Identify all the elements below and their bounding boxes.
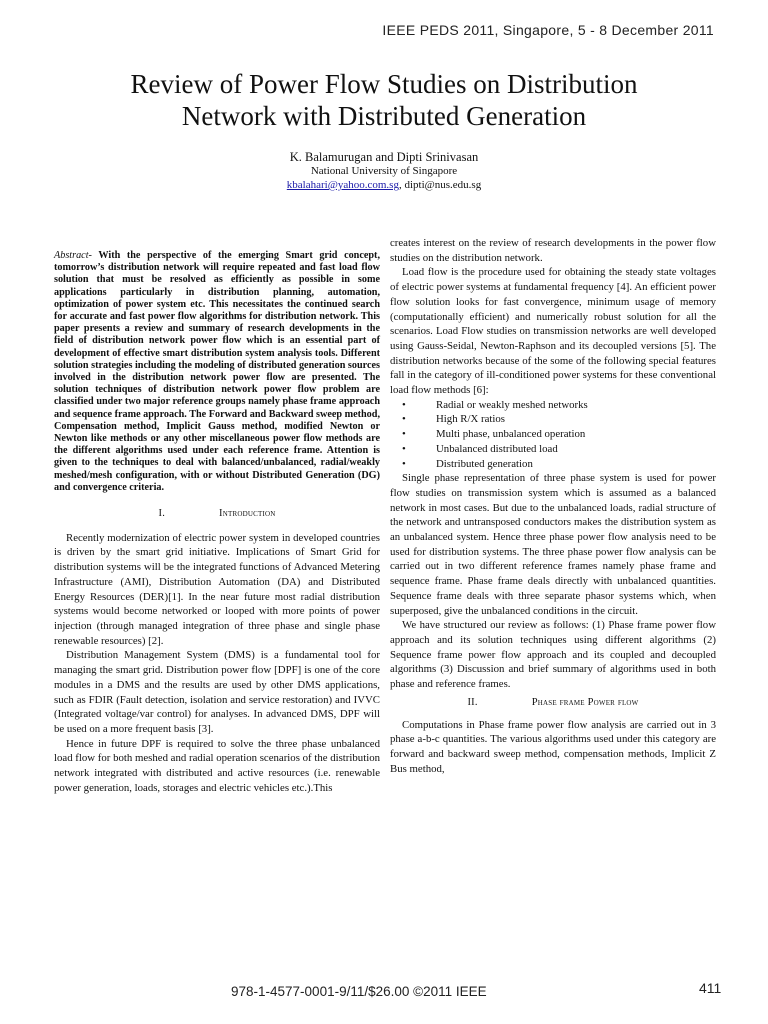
bullet-icon: • (402, 428, 406, 441)
email-link-1[interactable]: kbalahari@yahoo.com.sg (286, 179, 399, 191)
continuation-paragraph: creates interest on the review of research developments in the power flow studies on the distribution network. (390, 237, 716, 264)
bullet-icon: • (402, 413, 406, 426)
list-item-text: Multi phase, unbalanced operation (436, 428, 586, 441)
abstract-label: Abstract- (54, 250, 92, 261)
bullet-icon: • (402, 398, 406, 411)
loadflow-paragraph: Load flow is the procedure used for obtaining the steady state voltages of electric power systems at fundamental frequency [4]. An efficient power flow solution looks for fast convergence, minimum usage of memory (computationally efficient) and numerically robust solution for all the scenarios. Load Flow studies on transmission networks are well developed using Gauss-Seidal, Newton-Raphson and its decoupled versions [5]. The distribution networks because of the some of the following special features fall in the category of ill-conditioned power systems for these conventional load flow methods [6]: (390, 266, 716, 397)
list-item-text: Unbalanced distributed load (436, 442, 558, 455)
page-number: 411 (699, 980, 722, 996)
list-item (390, 398, 716, 413)
email-2: dipti@nus.edu.sg (404, 179, 482, 191)
feature-list (390, 398, 716, 472)
right-column (390, 236, 716, 776)
list-item-text: Radial or weakly meshed networks (436, 398, 588, 411)
list-item (390, 457, 716, 472)
conference-header: IEEE PEDS 2011, Singapore, 5 - 8 December 2011 (382, 22, 714, 38)
intro-paragraph-1: Recently modernization of electric power system in developed countries is driven by the smart grid initiative. Implications of Smart Grid for distribution systems will be the integrated functions of Advanced Metering Infrastructure (AMI), Distribution Automation (DA) and Distributed Energy Resources (DER)[1]. In the near future most radial distribution systems would become networked or looped with more points of power injection (through managed integration of three phase and single phase renewable resources) [2]. (54, 531, 380, 647)
single-phase-paragraph: Single phase representation of three phase system is used for power flow studies on transmission system which is assumed as a balanced network in most cases. But due to the unbalanced loads, radial structure of the network and untransposed conductors makes the distribution system as an unbalanced system. Hence three phase power flow analysis need to be used for distribution systems. The three phase power flow analysis can be carried out in two different reference frames namely phase frame and sequence frame. Phase frame deals directly with unbalanced quantities. Sequence frame deals with three separate phasor systems which, when superposed, give the unbalanced conditions in the circuit. (390, 472, 716, 617)
intro-paragraph-2: Distribution Management System (DMS) is a fundamental tool for managing the smart grid. Distribution power flow [DPF] is one of the core modules in a DMS and the results are used by other DMS applications, such as FDIR (Fault detection, isolation and service restoration) and IVVC (Integrated voltage/var control) for analyses. In advanced DMS, DPF will be used on a more frequent basis [3]. (54, 649, 380, 735)
section-2-number: II. (467, 696, 478, 708)
abstract-text: With the perspective of the emerging Smart grid concept, tomorrow’s distribution network will require repeated and fast load flow solution that must be resolved as efficiently as possible in some applications particularly in distribution planning, automation, optimization of power system etc. This necessitates the continued search for accurate and fast power flow algorithms for distribution network. This paper presents a review and summary of research developments in the field of distribution network power flow which is an essential part of development of effective smart distribution system analysis tools. Different solution strategies including the modeling of distributed generation sources involved in the distribution network power flow are presented. The solution techniques of distribution network power flow problem are classified under two major reference groups namely phase frame approach and sequence frame approach. The Forward and Backward sweep method, Compensation method, Implicit Gauss method, modified Newton or Newton like methods or any other miscellaneous power flow methods are the different algorithms used under each reference frame. Attention is given to the techniques to deal with balanced/unbalanced, radial/weakly meshed/mesh configuration, with or without Distributed Generation (DG) and convergence criteria. (54, 250, 380, 493)
structure-paragraph: We have structured our review as follows: (1) Phase frame power flow approach and its solution techniques using different algorithms (2) Sequence frame power flow approach and its coupled and decoupled algorithms (3) Discussion and brief summary of algorithms used in both phase and reference frames. (390, 619, 716, 691)
section-2-title: Phase frame Power flow (531, 696, 639, 708)
left-column (54, 250, 380, 795)
section-1-title: Introduction (219, 508, 276, 520)
copyright-footer: 978-1-4577-0001-9/11/$26.00 ©2011 IEEE (231, 984, 487, 999)
affiliation: National University of Singapore (310, 165, 458, 177)
author-emails (0, 179, 768, 191)
list-item (390, 427, 716, 442)
title-line-1: Review of Power Flow Studies on Distribution (130, 69, 638, 99)
list-item (390, 412, 716, 427)
email-separator: , (398, 179, 405, 191)
phase-frame-paragraph: Computations in Phase frame power flow analysis are carried out in 3 phase a-b-c quantities. The various algorithms used under this category are forward and backward sweep method, compensation methods, Implicit Z Bus method, (390, 718, 716, 775)
intro-paragraph-3: Hence in future DPF is required to solve the three phase unbalanced load flow for both meshed and radial operation scenarios of the distribution network integrated with distributed and active resources (i.e. renewable power generation, loads, storages and electric vehicles etc.).This (54, 737, 380, 794)
bullet-icon: • (402, 442, 406, 455)
paper-title (40, 68, 728, 132)
bullet-icon: • (402, 457, 406, 470)
list-item-text: High R/X ratios (436, 413, 505, 426)
title-line-2: Network with Distributed Generation (181, 101, 587, 131)
list-item-text: Distributed generation (436, 457, 533, 470)
authors: K. Balamurugan and Dipti Srinivasan (289, 150, 479, 164)
list-item (390, 442, 716, 457)
section-1-number: I. (158, 508, 166, 520)
abstract (54, 250, 380, 494)
section-2-heading (390, 696, 716, 711)
section-1-heading (54, 507, 380, 522)
